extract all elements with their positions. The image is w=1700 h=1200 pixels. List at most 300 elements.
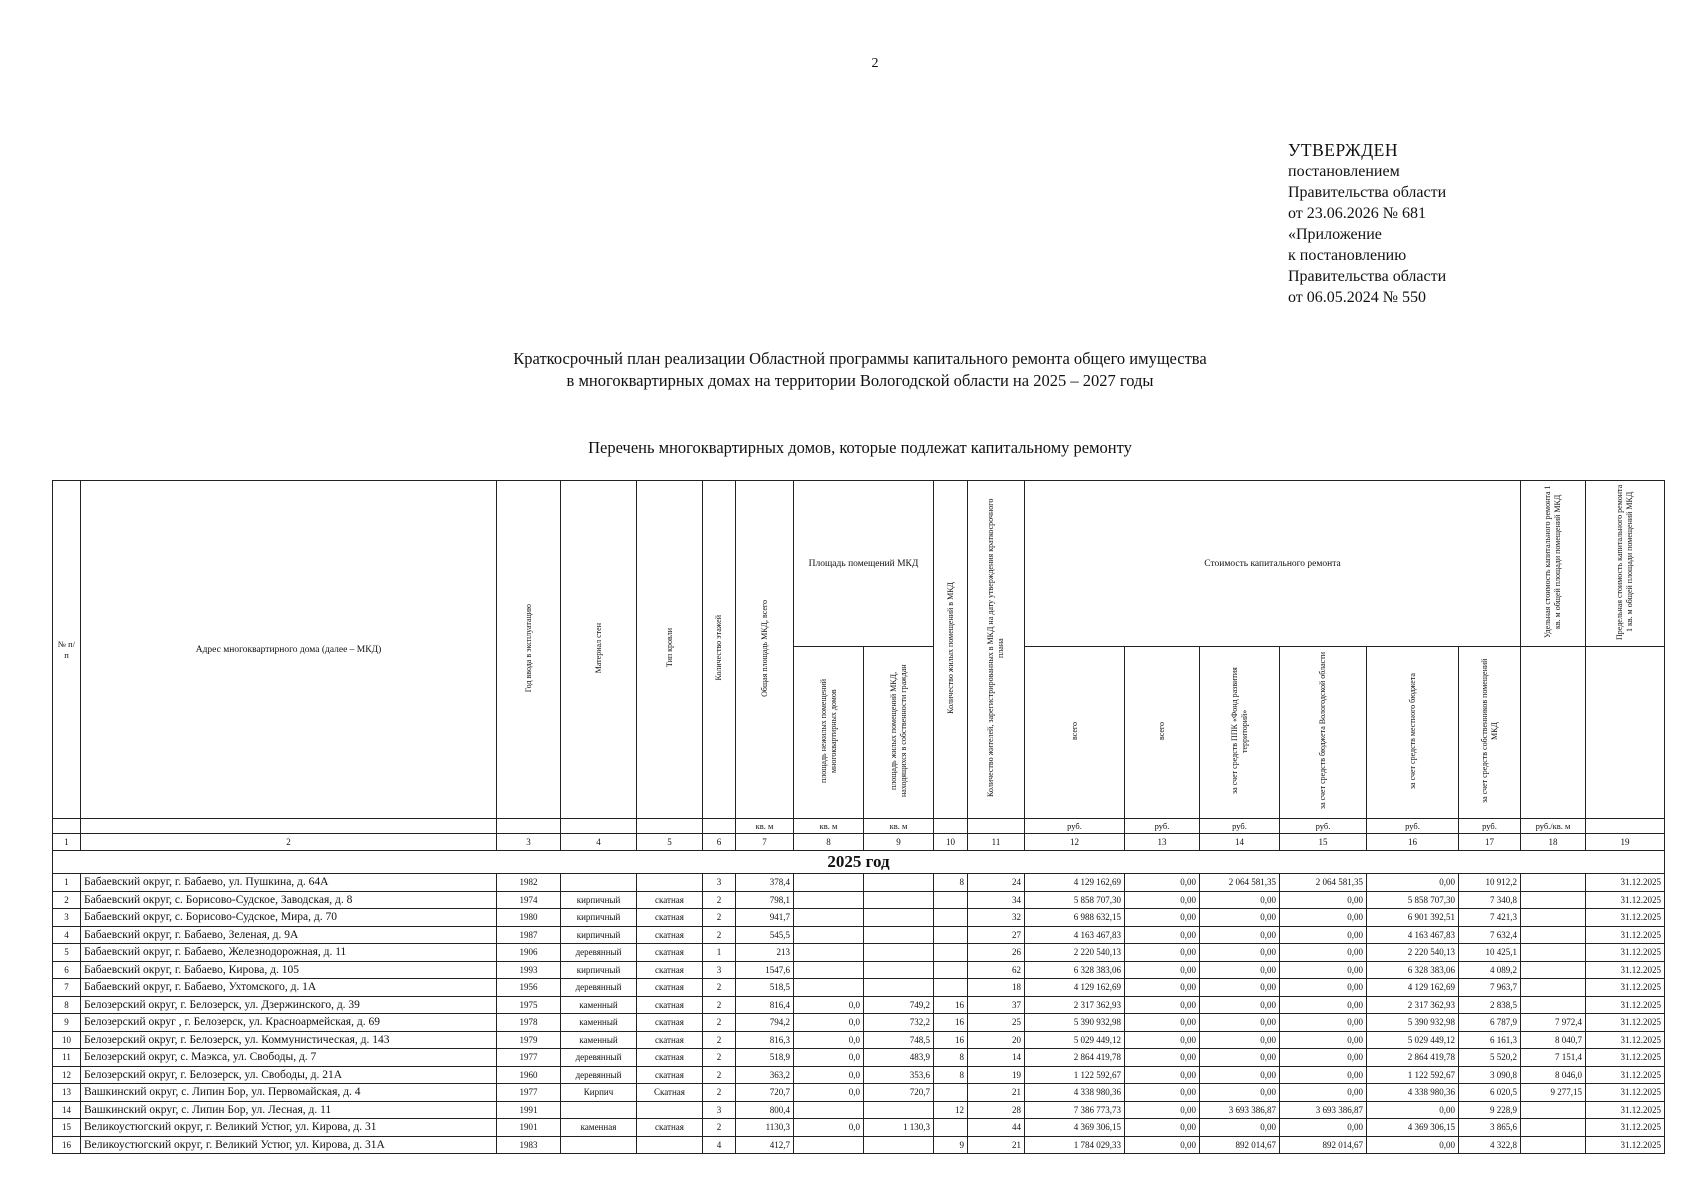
unit-cell: руб. [1025,819,1125,834]
table-cell: 0,00 [1280,979,1367,997]
table-cell: 2 [703,1084,736,1102]
table-cell: 2 [703,979,736,997]
table-cell: каменный [561,996,637,1014]
table-cell: 14 [53,1101,81,1119]
table-cell: 2 [703,1049,736,1067]
table-cell: Бабаевский округ, г. Бабаево, ул. Пушкина, д. 64А [81,874,497,892]
table-cell: 0,00 [1125,979,1200,997]
table-cell [934,961,968,979]
table-cell: 1977 [497,1049,561,1067]
table-cell: 892 014,67 [1200,1136,1280,1154]
table-cell: 5 029 449,12 [1025,1031,1125,1049]
table-cell: 941,7 [736,909,794,927]
units-row [53,819,1665,834]
header-area-nonres: площадь нежилых помещений многоквартирных домов [794,647,864,819]
table-cell: 0,00 [1125,944,1200,962]
table-cell: 378,4 [736,874,794,892]
table-cell: 0,00 [1200,1066,1280,1084]
table-cell [1521,1119,1586,1137]
table-cell: 8 046,0 [1521,1066,1586,1084]
table-cell: 0,00 [1125,996,1200,1014]
table-cell: 2 064 581,35 [1280,874,1367,892]
table-cell: 7 421,3 [1459,909,1521,927]
table-row [53,909,1665,927]
table-cell: деревянный [561,1049,637,1067]
unit-cell: руб./кв. м [1521,819,1586,834]
table-cell: Кирпич [561,1084,637,1102]
header-area-group: Площадь помещений МКД [794,481,934,647]
table-cell: Скатная [637,1084,703,1102]
table-cell: 2 317 362,93 [1025,996,1125,1014]
unit-cell: руб. [1200,819,1280,834]
table-cell: 31.12.2025 [1586,1101,1665,1119]
table-cell: скатная [637,1119,703,1137]
table-cell: 16 [53,1136,81,1154]
table-cell: 798,1 [736,891,794,909]
table-cell: 0,00 [1200,1084,1280,1102]
table-cell: скатная [637,1049,703,1067]
approval-line: к постановлению [1288,247,1407,264]
table-cell: 4 [53,926,81,944]
table-cell: кирпичный [561,891,637,909]
header-cost-local: за счет средств местного бюджета [1367,647,1459,819]
table-cell [1521,1136,1586,1154]
table-cell: 4 322,8 [1459,1136,1521,1154]
table-cell: 4 129 162,69 [1025,979,1125,997]
title-line: Краткосрочный план реализации Областной программы капитального ремонта общего имущества [513,349,1207,368]
table-cell: Вашкинский округ, с. Липин Бор, ул. Первомайская, д. 4 [81,1084,497,1102]
table-cell: 31.12.2025 [1586,1136,1665,1154]
table-cell: 6 787,9 [1459,1014,1521,1032]
column-number: 13 [1125,834,1200,851]
table-row [53,1119,1665,1137]
header-residents: Количество жителей, зарегистрированных в МКД на дату утверждения краткосрочного плана [968,481,1025,819]
table-cell: 10 912,2 [1459,874,1521,892]
table-cell: 1975 [497,996,561,1014]
table-cell: 0,00 [1200,1049,1280,1067]
table-cell: 1983 [497,1136,561,1154]
table-cell: 13 [53,1084,81,1102]
table-cell: 483,9 [864,1049,934,1067]
table-cell: каменный [561,1031,637,1049]
table-cell: 31.12.2025 [1586,1084,1665,1102]
unit-cell: руб. [1125,819,1200,834]
table-cell: 4 163 467,83 [1367,926,1459,944]
table-cell [561,1101,637,1119]
table-cell: 31.12.2025 [1586,944,1665,962]
table-cell: 1993 [497,961,561,979]
unit-cell: кв. м [864,819,934,834]
table-cell: 0,00 [1200,1119,1280,1137]
unit-cell [637,819,703,834]
table-cell: 213 [736,944,794,962]
table-cell: 1956 [497,979,561,997]
table-cell: 2 [703,909,736,927]
approval-title: УТВЕРЖДЕН [1288,140,1399,160]
table-cell: Белозерский округ, г. Белозерск, ул. Свободы, д. 21А [81,1066,497,1084]
table-cell: 7 [53,979,81,997]
table-cell: 14 [968,1049,1025,1067]
table-cell: Белозерский округ, г. Белозерск, ул. Коммунистическая, д. 143 [81,1031,497,1049]
header-floors: Количество этажей [703,481,736,819]
approval-line: «Приложение [1288,226,1382,243]
table-cell: 21 [968,1084,1025,1102]
column-number: 8 [794,834,864,851]
table-cell [637,1136,703,1154]
column-number: 1 [53,834,81,851]
header-total-area: Общая площадь МКД, всего [736,481,794,819]
column-number: 5 [637,834,703,851]
table-cell: 0,00 [1280,944,1367,962]
table-body [53,874,1665,1154]
column-number: 15 [1280,834,1367,851]
column-number: 18 [1521,834,1586,851]
table-cell [1521,1101,1586,1119]
table-cell: 1978 [497,1014,561,1032]
table-cell [934,944,968,962]
table-cell [637,874,703,892]
table-cell: 0,00 [1200,944,1280,962]
header-res-units: Количество жилых помещений в МКД [934,481,968,819]
table-cell: 16 [934,996,968,1014]
table-row [53,961,1665,979]
table-cell: 0,00 [1280,1031,1367,1049]
table-cell: 9 277,15 [1521,1084,1586,1102]
table-cell [794,979,864,997]
unit-cell: кв. м [736,819,794,834]
table-cell: 2 220 540,13 [1367,944,1459,962]
table-cell: 2 838,5 [1459,996,1521,1014]
table-cell: Белозерский округ, с. Маэкса, ул. Свободы, д. 7 [81,1049,497,1067]
table-cell: 0,00 [1200,909,1280,927]
table-cell: 0,00 [1125,1014,1200,1032]
unit-cell [1586,819,1665,834]
table-cell [864,909,934,927]
table-cell: скатная [637,979,703,997]
table-cell: 37 [968,996,1025,1014]
table-cell: 1977 [497,1084,561,1102]
table-cell [1521,979,1586,997]
table-cell: 0,00 [1125,926,1200,944]
table-row [53,1031,1665,1049]
table-cell: 34 [968,891,1025,909]
table-cell: 24 [968,874,1025,892]
column-number: 14 [1200,834,1280,851]
table-cell: 2 [703,1031,736,1049]
table-row [53,1014,1665,1032]
table-cell: 9 [53,1014,81,1032]
table-cell: 27 [968,926,1025,944]
table-cell: 6 901 392,51 [1367,909,1459,927]
table-cell: 8 [934,1049,968,1067]
table-cell: 6 161,3 [1459,1031,1521,1049]
header-cost-region: за счет средств бюджета Вологодской области [1280,647,1367,819]
table-cell [934,891,968,909]
table-cell: 3 [703,961,736,979]
table-cell: 5 858 707,30 [1025,891,1125,909]
table-cell: 10 [53,1031,81,1049]
table-cell: Бабаевский округ, г. Бабаево, Ухтомского, д. 1А [81,979,497,997]
table-cell: 6 328 383,06 [1025,961,1125,979]
table-cell: каменная [561,1119,637,1137]
document-title [0,348,1700,392]
table-cell: 4 338 980,36 [1367,1084,1459,1102]
unit-cell [561,819,637,834]
table-cell: 1901 [497,1119,561,1137]
table-cell: 44 [968,1119,1025,1137]
table-cell: скатная [637,926,703,944]
column-number: 12 [1025,834,1125,851]
table-row [53,944,1665,962]
table-cell: 749,2 [864,996,934,1014]
column-number: 17 [1459,834,1521,851]
table-cell: 1987 [497,926,561,944]
table-cell: Великоустюгский округ, г. Великий Устюг, ул. Кирова, д. 31А [81,1136,497,1154]
table-cell: 31.12.2025 [1586,996,1665,1014]
table-cell: 16 [934,1014,968,1032]
unit-cell [968,819,1025,834]
table-cell: 1 122 592,67 [1367,1066,1459,1084]
table-cell: 8 040,7 [1521,1031,1586,1049]
table-cell [864,874,934,892]
table-cell: 0,00 [1280,1066,1367,1084]
table-cell: 732,2 [864,1014,934,1032]
header-max-cost: Предельная стоимость капитального ремонта 1 кв. м общей площади помещений МКД [1586,481,1665,647]
table-cell: деревянный [561,944,637,962]
table-cell: деревянный [561,979,637,997]
table-cell: Бабаевский округ, г. Бабаево, Зеленая, д. 9А [81,926,497,944]
column-number: 2 [81,834,497,851]
table-cell: 1130,3 [736,1119,794,1137]
table-cell: 0,00 [1125,1066,1200,1084]
table-cell: 1 130,3 [864,1119,934,1137]
table-cell: 5 858 707,30 [1367,891,1459,909]
table-cell: 0,00 [1125,1084,1200,1102]
table-cell: 31.12.2025 [1586,891,1665,909]
table-cell: 0,00 [1367,1101,1459,1119]
table-cell: 6 988 632,15 [1025,909,1125,927]
table-cell: 2 317 362,93 [1367,996,1459,1014]
table-cell [1521,874,1586,892]
table-row [53,1101,1665,1119]
document-subtitle: Перечень многоквартирных домов, которые подлежат капитальному ремонту [588,438,1132,457]
table-cell: 720,7 [736,1084,794,1102]
table-cell: 7 340,8 [1459,891,1521,909]
table-cell: каменный [561,1014,637,1032]
table-cell [794,926,864,944]
approval-line: постановлением [1288,163,1400,180]
table-cell: 0,00 [1125,1031,1200,1049]
table-cell [934,909,968,927]
table-cell: 2 [703,1014,736,1032]
table-cell: 748,5 [864,1031,934,1049]
table-cell: кирпичный [561,926,637,944]
table-cell: 0,00 [1200,961,1280,979]
header-area-res: площадь жилых помещений МКД, находящихся в собственности граждан [864,647,934,819]
table-cell: скатная [637,909,703,927]
table-cell: 8 [53,996,81,1014]
header-cost-total-2: всего [1125,647,1200,819]
approval-line: от 23.06.2026 № 681 [1288,205,1427,222]
table-cell: 2 [703,1066,736,1084]
table-row [53,926,1665,944]
page-number: 2 [871,56,879,71]
table-cell: 1960 [497,1066,561,1084]
unit-cell [497,819,561,834]
table-cell: 19 [968,1066,1025,1084]
table-cell [1521,961,1586,979]
table-cell: 31.12.2025 [1586,961,1665,979]
header-cost-total: всего [1025,647,1125,819]
table-cell: 0,00 [1280,891,1367,909]
table-cell: 0,00 [1280,1119,1367,1137]
table-cell: 21 [968,1136,1025,1154]
table-cell: скатная [637,1066,703,1084]
table-cell: 31.12.2025 [1586,1119,1665,1137]
title-line: в многоквартирных домах на территории Вологодской области на 2025 – 2027 годы [566,371,1154,390]
table-cell: 0,00 [1125,874,1200,892]
table-cell [864,979,934,997]
table-cell: 4 129 162,69 [1367,979,1459,997]
unit-cell [934,819,968,834]
unit-cell: кв. м [794,819,864,834]
table-cell: 353,6 [864,1066,934,1084]
header-cost-group: Стоимость капитального ремонта [1025,481,1521,647]
column-number: 7 [736,834,794,851]
table-cell: Бабаевский округ, г. Бабаево, Железнодорожная, д. 11 [81,944,497,962]
column-number: 6 [703,834,736,851]
table-cell: 0,0 [794,1014,864,1032]
table-cell: 31.12.2025 [1586,979,1665,997]
table-cell: 0,00 [1280,926,1367,944]
table-cell: 6 328 383,06 [1367,961,1459,979]
table-cell: 0,00 [1125,961,1200,979]
table-cell: кирпичный [561,961,637,979]
table-cell: 4 129 162,69 [1025,874,1125,892]
table-cell [794,961,864,979]
table-cell: 7 386 773,73 [1025,1101,1125,1119]
table-cell: 0,00 [1125,909,1200,927]
table-cell: 10 425,1 [1459,944,1521,962]
table-cell: 0,0 [794,996,864,1014]
table-cell: 518,9 [736,1049,794,1067]
table-cell [934,926,968,944]
table-cell [864,1101,934,1119]
table-cell: 62 [968,961,1025,979]
table-cell: кирпичный [561,909,637,927]
table-cell: 15 [53,1119,81,1137]
table-cell: 31.12.2025 [1586,1066,1665,1084]
table-cell: 0,00 [1367,874,1459,892]
table-cell: 0,00 [1200,996,1280,1014]
unit-cell: руб. [1280,819,1367,834]
table-cell: 31.12.2025 [1586,1049,1665,1067]
unit-cell [53,819,81,834]
table-cell: 3 865,6 [1459,1119,1521,1137]
table-row [53,874,1665,892]
table-row [53,996,1665,1014]
table-cell: Бабаевский округ, с. Борисово-Судское, Мира, д. 70 [81,909,497,927]
table-cell: 720,7 [864,1084,934,1102]
table-cell: 1906 [497,944,561,962]
table-cell [1521,944,1586,962]
table-cell: скатная [637,996,703,1014]
column-number: 9 [864,834,934,851]
table-cell: 6 020,5 [1459,1084,1521,1102]
table-cell: 2 [53,891,81,909]
table-cell: 0,00 [1280,1014,1367,1032]
table-cell: 4 369 306,15 [1367,1119,1459,1137]
table-cell: скатная [637,891,703,909]
table-cell: 31.12.2025 [1586,909,1665,927]
table-cell [864,1136,934,1154]
table-cell: 4 089,2 [1459,961,1521,979]
table-cell: 16 [934,1031,968,1049]
table-cell: 518,5 [736,979,794,997]
table-cell: 3 [703,874,736,892]
table-cell [1521,891,1586,909]
header-address: Адрес многоквартирного дома (далее – МКД) [81,481,497,819]
table-cell: 1991 [497,1101,561,1119]
table-cell: 2 [703,996,736,1014]
table-cell: 9 [934,1136,968,1154]
table-cell: Белозерский округ, г. Белозерск, ул. Дзержинского, д. 39 [81,996,497,1014]
column-number: 3 [497,834,561,851]
table-cell: 3 [53,909,81,927]
table-cell: 816,3 [736,1031,794,1049]
table-cell: 0,00 [1200,926,1280,944]
table-cell: 0,00 [1200,1014,1280,1032]
column-number: 16 [1367,834,1459,851]
table-cell: 0,00 [1280,996,1367,1014]
table-cell: 794,2 [736,1014,794,1032]
table-cell: скатная [637,961,703,979]
table-cell: Бабаевский округ, г. Бабаево, Кирова, д. 105 [81,961,497,979]
table-cell: 1547,6 [736,961,794,979]
table-cell: 363,2 [736,1066,794,1084]
table-cell [561,1136,637,1154]
table-cell: 0,00 [1200,979,1280,997]
table-cell: 816,4 [736,996,794,1014]
column-number: 10 [934,834,968,851]
table-cell: 0,00 [1280,961,1367,979]
table-cell: 1979 [497,1031,561,1049]
table-cell: 0,00 [1125,1119,1200,1137]
column-number: 4 [561,834,637,851]
table-cell: Белозерский округ , г. Белозерск, ул. Красноармейская, д. 69 [81,1014,497,1032]
table-cell [637,1101,703,1119]
header-empty [1586,647,1665,819]
table-cell: 4 [703,1136,736,1154]
table-cell: Вашкинский округ, с. Липин Бор, ул. Лесная, д. 11 [81,1101,497,1119]
repair-plan-table [52,480,1665,1154]
header-roof: Тип кровли [637,481,703,819]
column-number-row [53,834,1665,851]
table-cell: 0,00 [1125,1049,1200,1067]
table-cell: 0,00 [1200,1031,1280,1049]
table-cell [864,926,934,944]
table-cell: 2 [703,891,736,909]
table-cell: 0,00 [1367,1136,1459,1154]
table-cell [864,891,934,909]
table-cell: 2 220 540,13 [1025,944,1125,962]
table-cell: 1 [53,874,81,892]
table-cell: 0,00 [1125,891,1200,909]
table-cell: 1 [703,944,736,962]
unit-cell: руб. [1459,819,1521,834]
approval-line: Правительства области [1288,184,1447,201]
table-cell [934,979,968,997]
